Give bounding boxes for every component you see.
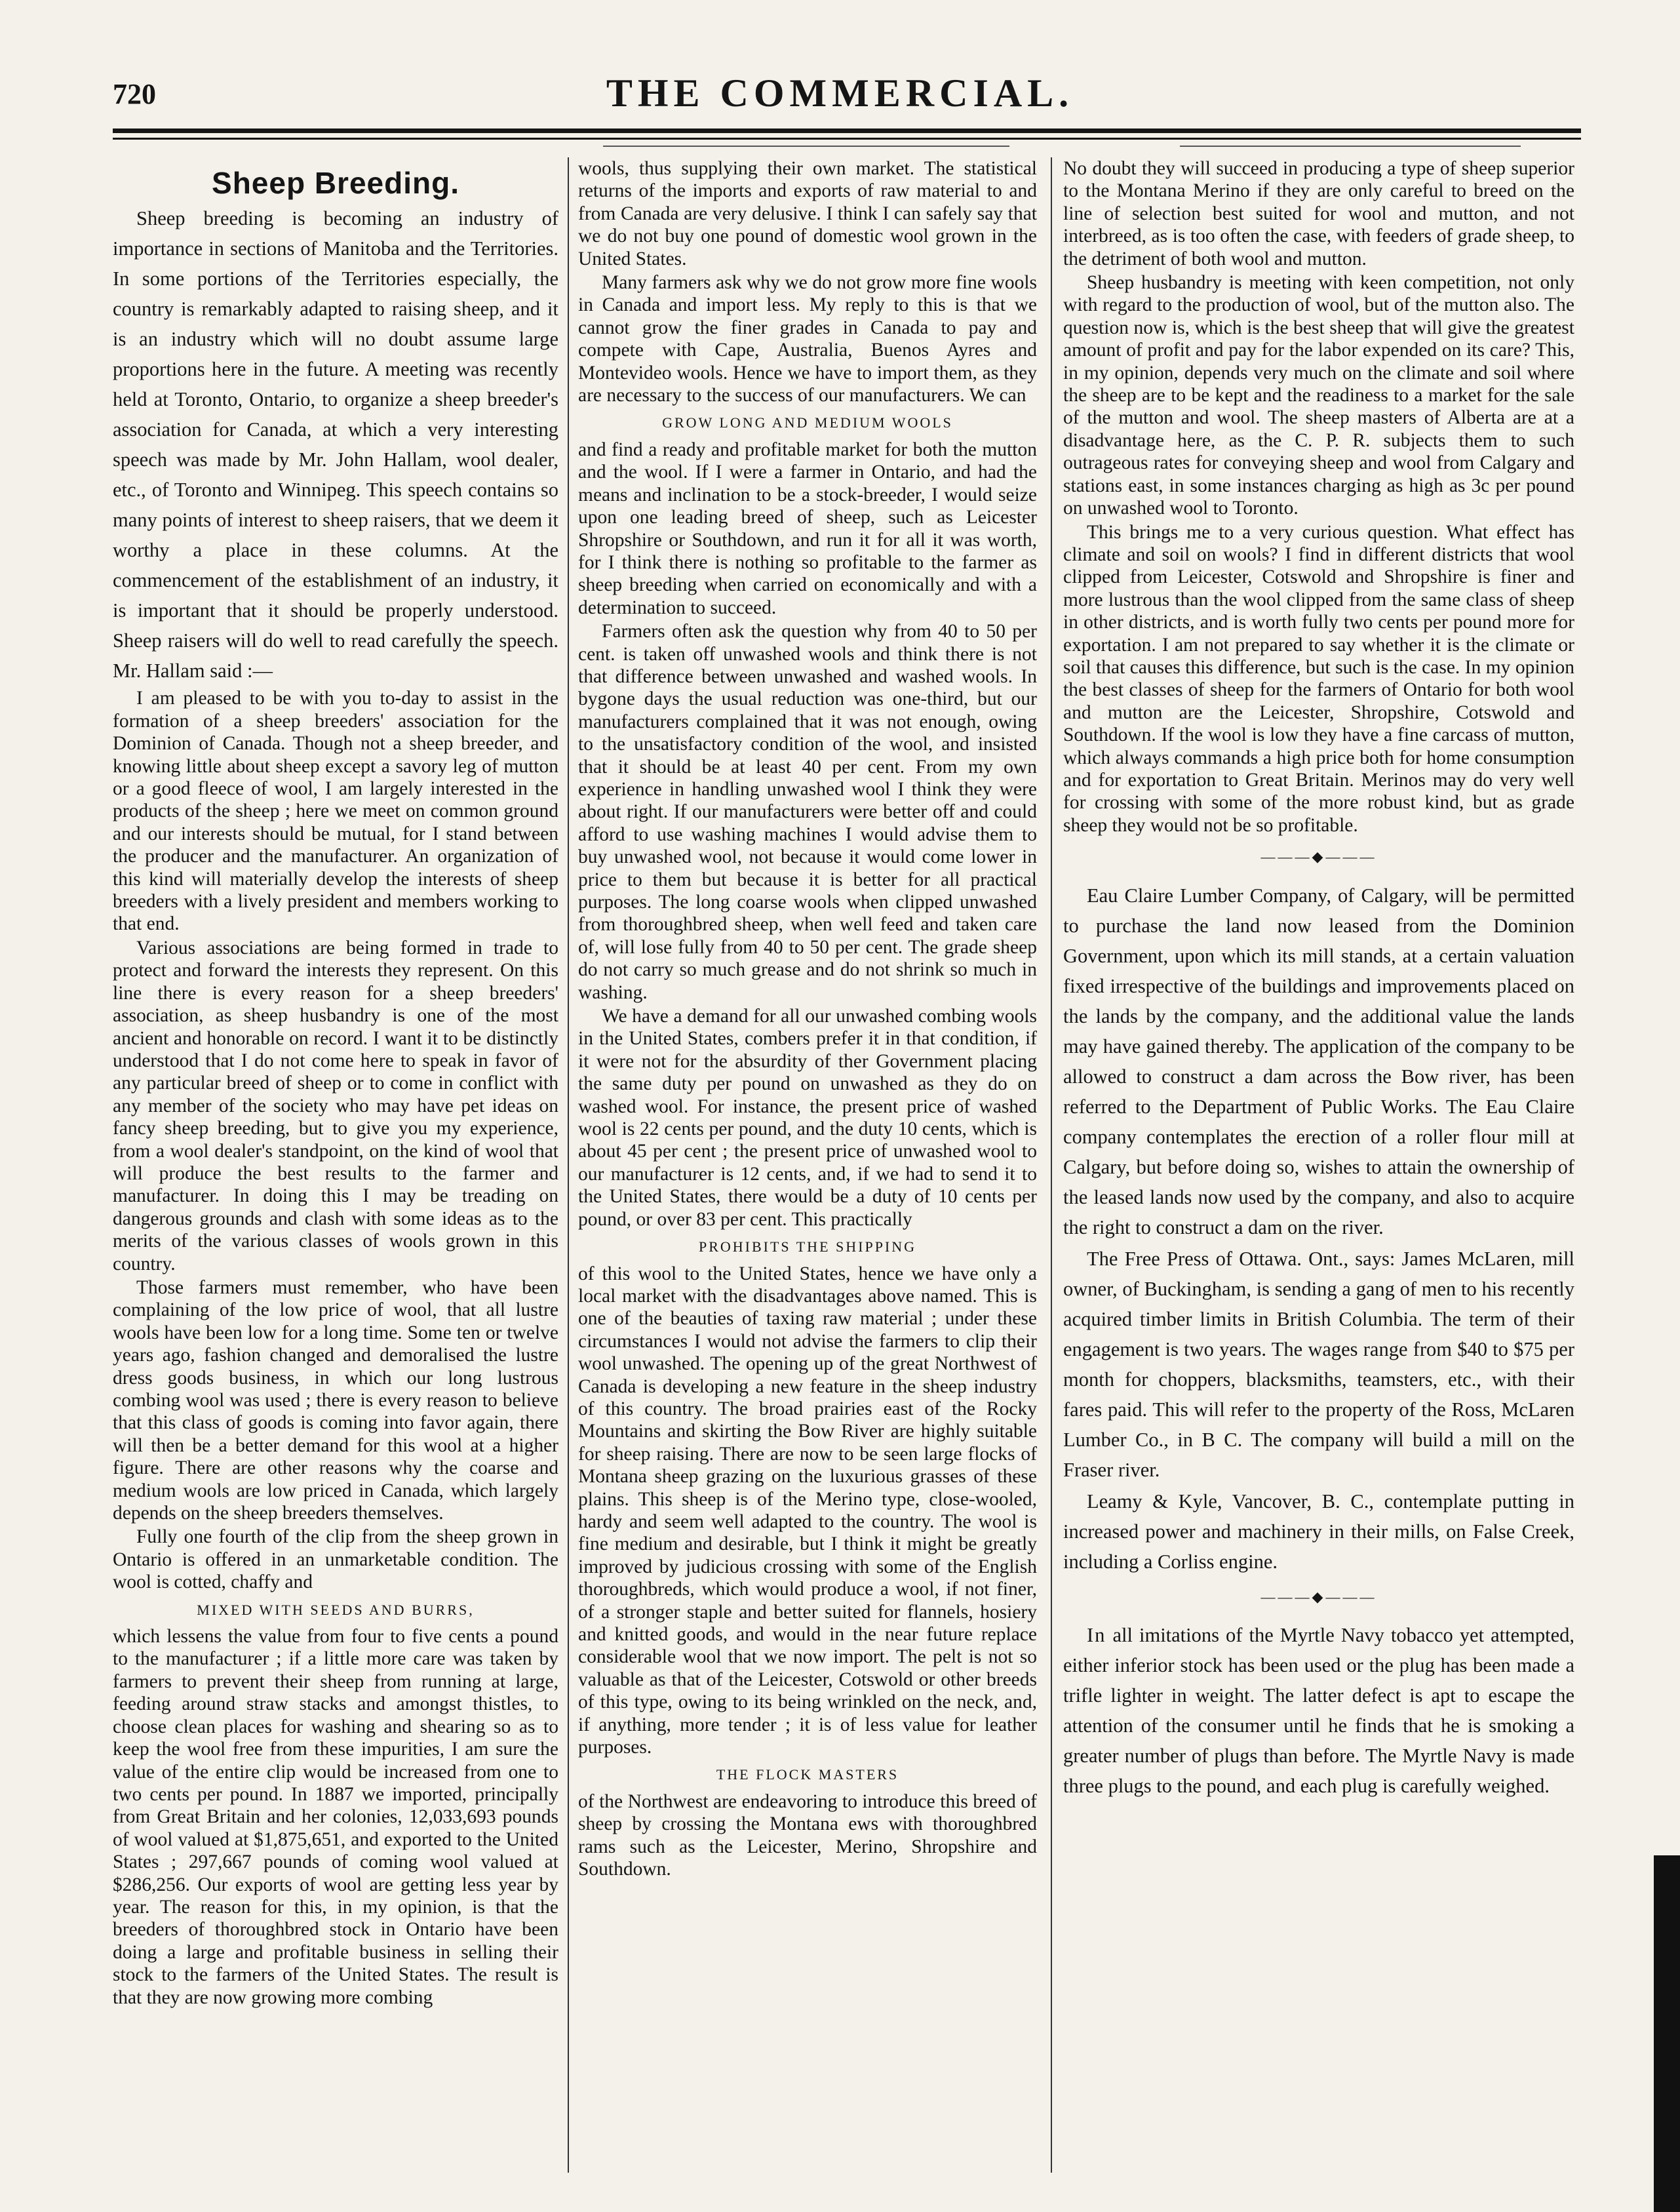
news-item-text: all imitations of the Myrtle Navy tobacco yet attempted, either inferior stock has been used or the plug has been made a trifle lighter in weight. The latter defect is apt to escape the attention of the consumer until he finds that he is smoking a greater number of plugs than before. The Myrtle Navy is made three plugs to the pound, and each plug is carefully weighed. xyxy=(1063,1624,1574,1797)
paragraph: We have a demand for all our unwashed combing wools in the United States, combers prefer it in that condition, if it were not for the absurdity of ther Government placing the same duty per pound on unwashed as they do on washed wool. For instance, the present price of washed wool is 22 cents per pound, and the duty 10 cents, which is about 45 per cent ; the present price of unwashed wool to our manufacturer is 12 cents, and, if we had to send it to the United States, there would be a duty of 10 cents per pound, or over 83 per cent. This practically xyxy=(578,1006,1037,1230)
column-2 xyxy=(578,157,1037,2186)
page-header xyxy=(0,0,1680,151)
paragraph: Various associations are being formed in trade to protect and forward the interests they represent. On this line there is every reason for a sheep breeders' association, as sheep husbandry is one of the most ancient and honorable on record. I want it to be distinctly understood that I do not come here to speak in favor of any particular breed of sheep or to come in conflict with any member of the society who may have pet ideas on fancy sheep breeding, but to give you my experience, from a wool dealer's standpoint, on the kind of wool that will produce the best results to the farmer and manufacturer. In doing this I may be treading on dangerous grounds and clash with some ideas as to the merits of the various classes of wools grown in this country. xyxy=(113,937,558,1274)
page-edge-shadow xyxy=(1654,1855,1680,2212)
paragraph: of this wool to the United States, hence we have only a local market with the disadvantages above named. This is one of the beauties of taxing raw material ; under these circumstances I would not advise the farmers to clip their wool unwashed. The opening up of the great Northwest of Canada is developing a new feature in the sheep industry of this country. The broad prairies east of the Rocky Mountains and skirting the Bow River are highly suitable for sheep raising. There are now to be seen large flocks of Montana sheep grazing on the luxurious grasses of these plains. This sheep is of the Merino type, close-wooled, hardy and seem well adapted to the country. The wool is fine medium and desirable, but I think it might be greatly improved by judicious crossing with some of the English thoroughbreds, which would produce a wool, if not finer, of a stronger staple and better suited for flannels, hosiery and knitted goods, and would in the near future replace considerable wool that we now import. The pelt is not so valuable as that of the Leicester, Cotswold or other breeds of this type, owing to its being wrinkled on the neck, and, if anything, more tender ; it is of less value for leather purposes. xyxy=(578,1263,1037,1758)
paragraph: I am pleased to be with you to-day to assist in the formation of a sheep breeders' association for the Dominion of Canada. Though not a sheep breeder, and knowing little about sheep except a savory leg of mutton or a good fleece of wool, I am largely interested in the products of the sheep ; here we meet on common ground and our interests should be mutual, for I stand between the producer and the manufacturer. An organization of this kind will materially develop the interests of sheep breeders with a lively president and members working to that end. xyxy=(113,688,558,935)
section-subhead: THE FLOCK MASTERS xyxy=(716,1766,899,1783)
separator-ornament: ———◆——— xyxy=(1260,1588,1377,1605)
paragraph: which lessens the value from four to five cents a pound to the manufacturer ; if a little more care was taken by farmers to prevent their sheep from running at large, feeding around straw stacks and amongst thistles, to choose clean places for washing and shearing so as to keep the wool free from these impurities, I am sure the value of the entire clip would be increased from one to two cents per pound. In 1887 we imported, principally from Great Britain and her colonies, 12,033,693 pounds of wool valued at $1,875,651, and exported to the United States ; 297,667 pounds of coming wool valued at $286,256. Our exports of wool are getting less year by year. The reason for this, in my opinion, is that the breeders of thoroughbred stock in Ontario have been doing a large and profitable business in selling their stock to the farmers of the United States. The result is that they are now growing more combing xyxy=(113,1626,558,2008)
paragraph: Fully one fourth of the clip from the sheep grown in Ontario is offered in an unmarketable condition. The wool is cotted, chaffy and xyxy=(113,1526,558,1593)
column-3 xyxy=(1063,157,1574,2186)
header-rule-dash xyxy=(1180,146,1521,147)
header-rule-dash xyxy=(603,146,1009,147)
column-rule xyxy=(568,157,569,2173)
article-title: Sheep Breeding. xyxy=(212,166,459,200)
paragraph: Those farmers must remember, who have been complaining of the low price of wool, that all lustre wools have been low for a long time. Some ten or twelve years ago, fashion changed and demoralised the lustre dress goods business, in which our long lustrous combing wool was used ; there is every reason to believe that this class of goods is coming into favor again, there will then be a better demand for this wool at a higher figure. There are other reasons why the coarse and medium wools are low priced in Canada, which largely depends on the sheep breeders themselves. xyxy=(113,1276,558,1524)
news-item-first-word: In xyxy=(1087,1624,1106,1646)
section-subhead: GROW LONG AND MEDIUM WOOLS xyxy=(662,414,953,431)
paragraph: of the Northwest are endeavoring to introduce this breed of sheep by crossing the Montana ews with thoroughbred rams such as the Leicester, Merino, Shropshire and Southdown. xyxy=(578,1790,1037,1880)
paragraph: No doubt they will succeed in producing a type of sheep superior to the Montana Merino if they are only careful to breed on the line of selection best suited for wool and mutton, and not interbreed, as is too often the case, with feeders of grade sheep, to the detriment of both wool and mutton. xyxy=(1063,158,1574,269)
news-item: Eau Claire Lumber Company, of Calgary, will be permitted to purchase the land now leased from the Dominion Government, upon which its mill stands, at a certain valuation fixed irrespective of the buildings and improvements placed on the lands by the company, and the additional value the lands may have gained thereby. The application of the company to be allowed to construct a dam across the Bow river, has been referred to the Department of Public Works. The Eau Claire company contemplates the erection of a roller flour mill at Calgary, but before doing so, wishes to attain the ownership of the leased lands now used by the company, and also to acquire the right to construct a dam on the river. xyxy=(1063,884,1574,1238)
masthead: THE COMMERCIAL. xyxy=(606,71,1074,115)
column-rule xyxy=(1051,157,1052,2173)
header-rule-thin xyxy=(113,138,1581,140)
column-1 xyxy=(113,157,558,2186)
paragraph: wools, thus supplying their own market. The statistical returns of the imports and exports of raw material to and from Canada are very delusive. I think I can safely say that we do not buy one pound of domestic wool grown in the United States. xyxy=(578,158,1037,269)
paragraph: and find a ready and profitable market for both the mutton and the wool. If I were a farmer in Ontario, and had the means and inclination to be a stock-breeder, I would seize upon one leading breed of sheep, such as Leicester Shropshire or Southdown, and run it for all it was worth, for I think there is nothing so profitable to the farmer as sheep breeding when carried on economically and with a determination to succeed. xyxy=(578,439,1037,618)
paragraph: Sheep husbandry is meeting with keen competition, not only with regard to the production of wool, but of the mutton also. The question now is, which is the best sheep that will give the greatest amount of profit and pay for the labor expended on its care? This, in my opinion, depends very much on the climate and soil where the sheep are to be kept and the readiness to a market for the sale of the mutton and wool. The sheep masters of Alberta are at a disadvantage here, as the C. P. R. subjects them to such outrageous rates for conveying sheep and wool from Calgary and stations east, in some instances charging as high as 3c per pound on unwashed wool to Toronto. xyxy=(1063,272,1574,519)
paragraph: Many farmers ask why we do not grow more fine wools in Canada and import less. My reply to this is that we cannot grow the finer grades in Canada to pay and compete with Cape, Australia, Buenos Ayres and Montevideo wools. Hence we have to import them, as they are necessary to the success of our manufacturers. We can xyxy=(578,272,1037,406)
page-number: 720 xyxy=(113,78,156,110)
header-rule-thick xyxy=(113,128,1581,133)
section-subhead: MIXED WITH SEEDS AND BURRS, xyxy=(197,1601,475,1618)
paragraph: Farmers often ask the question why from 40 to 50 per cent. is taken off unwashed wools and think there is not that difference between unwashed and washed wools. In bygone days the usual reduction was one-third, but our manufacturers complained that it was not enough, owing to the unsatisfactory condition of the wool, and insisted that it should be at least 40 per cent. From my own experience in handling unwashed wool I think they were about right. If our manufacturers were better off and could afford to use washing machines I would advise them to buy unwashed wool, not because it would come lower in price to them but because it is better for all practical purposes. The long coarse wools when clipped unwashed from thoroughbred sheep, when well feed and taken care of, will lose fully from 40 to 50 per cent. The grade sheep do not carry so much grease and do not shrink so much in washing. xyxy=(578,621,1037,1003)
separator-ornament: ———◆——— xyxy=(1260,848,1377,865)
news-item: The Free Press of Ottawa. Ont., says: James McLaren, mill owner, of Buckingham, is sending a gang of men to his recently acquired timber limits in British Columbia. The term of their engagement is two years. The wages range from $40 to $75 per month for choppers, blacksmiths, teamsters, etc., with their fares paid. This will refer to the property of the Ross, McLaren Lumber Co., in B C. The company will build a mill on the Fraser river. xyxy=(1063,1247,1574,1481)
paragraph: Sheep breeding is becoming an industry of importance in sections of Manitoba and the Territories. In some portions of the Territories especially, the country is remarkably adapted to raising sheep, and it is an industry which will no doubt assume large proportions here in the future. A meeting was recently held at Toronto, Ontario, to organize a sheep breeder's association for Canada, at which a very interesting speech was made by Mr. John Hallam, wool dealer, etc., of Toronto and Winnipeg. This speech contains so many points of interest to sheep raisers, that we deem it worthy a place in these columns. At the commencement of the establishment of an industry, it is important that it should be properly understood. Sheep raisers will do well to read carefully the speech. Mr. Hallam said :— xyxy=(113,207,558,682)
section-subhead: PROHIBITS THE SHIPPING xyxy=(698,1238,917,1255)
paragraph: This brings me to a very curious question. What effect has climate and soil on wools? I find in different districts that wool clipped from Leicester, Cotswold and Shropshire is finer and more lustrous than the wool clipped from the same class of sheep in other districts, and is worth fully two cents per pound more for exportation. I am not prepared to say whether it is the climate or soil that causes this difference, but such is the case. In my opinion the best classes of sheep for the farmers of Ontario for both wool and mutton are the Leicester, Shropshire, Cotswold and Southdown. If the wool is low they have a fine carcass of mutton, which always commands a high price both for home consumption and for exportation to Great Britain. Merinos may do very well for crossing with some of the more robust kind, but as grade sheep they would not be so profitable. xyxy=(1063,521,1574,836)
news-item xyxy=(1063,1620,1574,1801)
news-item: Leamy & Kyle, Vancover, B. C., contemplate putting in increased power and machinery in their mills, on False Creek, including a Corliss engine. xyxy=(1063,1490,1574,1573)
